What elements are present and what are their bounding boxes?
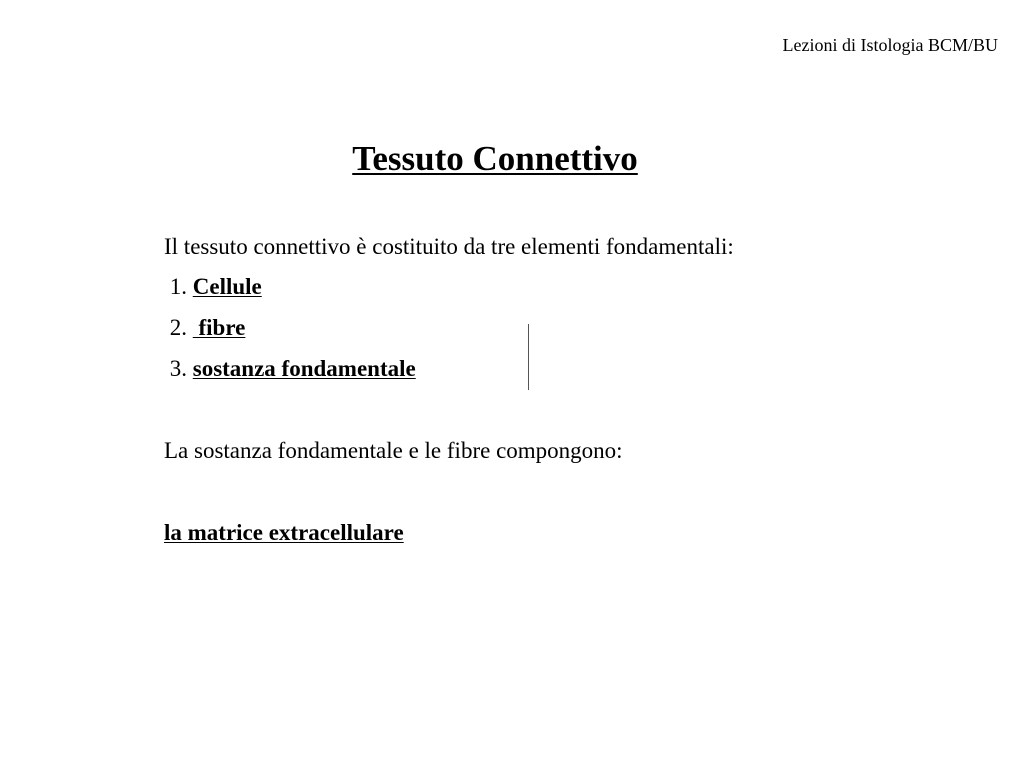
- slide-title: Tessuto Connettivo: [352, 139, 638, 178]
- list-item: [164, 314, 245, 342]
- matrix-text: la matrice extracellulare: [164, 520, 404, 545]
- list-number: 2.: [164, 315, 193, 340]
- divider-line: [528, 324, 529, 390]
- intro-text: Il tessuto connettivo è costituito da tre elementi fondamentali:: [164, 234, 734, 259]
- list-label-cellule: Cellule: [192, 274, 262, 299]
- slide-header: Lezioni di Istologia BCM/BU: [782, 35, 998, 55]
- list-item: [164, 273, 262, 301]
- list-item: [164, 355, 416, 383]
- list-label-sostanza: sostanza fondamentale: [192, 356, 416, 381]
- compose-text: La sostanza fondamentale e le fibre compongono:: [164, 438, 623, 463]
- list-number: 3.: [164, 356, 193, 381]
- list-label-fibre: fibre: [192, 315, 246, 340]
- list-number: 1.: [164, 274, 193, 299]
